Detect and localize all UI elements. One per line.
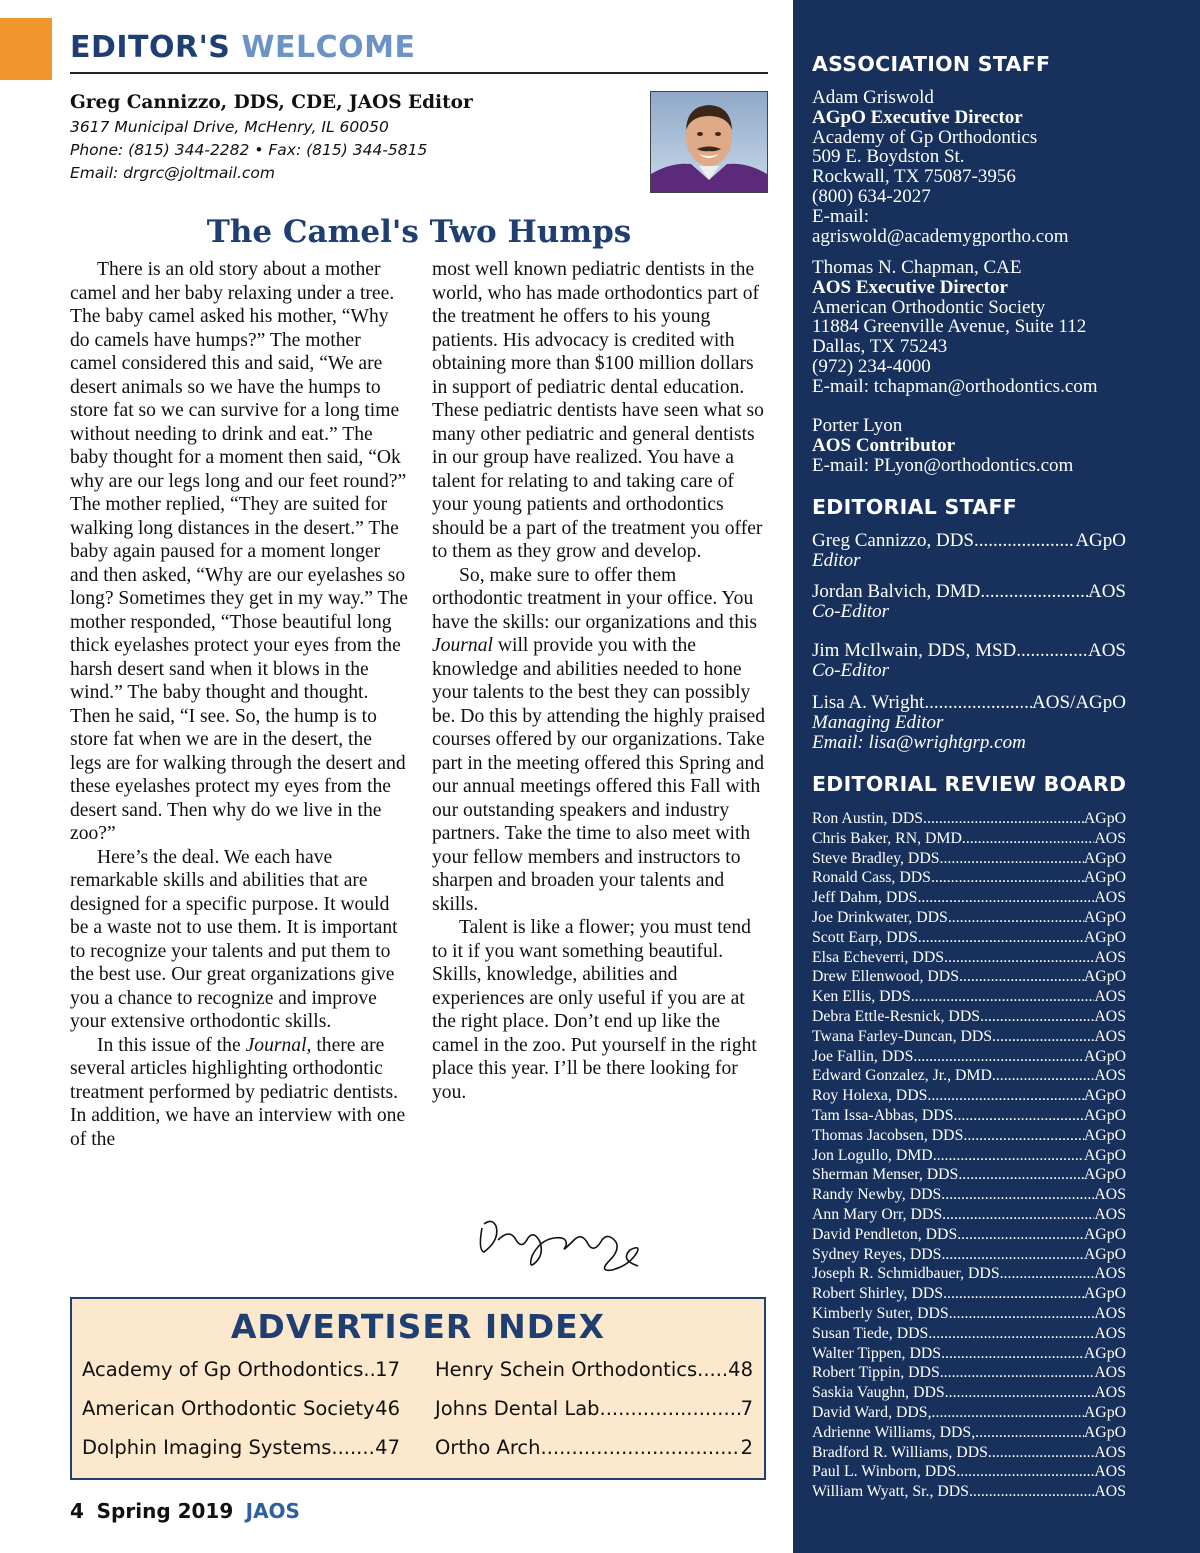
review-board-row — [812, 1027, 1126, 1047]
review-board-row — [812, 888, 1126, 908]
review-board-row — [812, 1185, 1126, 1205]
member-org: AOS — [1094, 1007, 1126, 1025]
member-name: Adrienne Williams, DDS, — [812, 1423, 976, 1441]
member-org: AGpO — [1083, 1225, 1126, 1243]
member-name: Thomas Jacobsen, DDS — [812, 1126, 964, 1144]
association-staff-heading: ASSOCIATION STAFF — [812, 52, 1051, 76]
editorial-email: Email: lisa@wrightgrp.com — [812, 732, 1026, 753]
section-tab-marker — [0, 18, 52, 80]
review-board-row — [812, 1324, 1126, 1344]
review-board-row — [812, 1264, 1126, 1284]
member-name: Bradford R. Williams, DDS — [812, 1443, 988, 1461]
editorial-role: Managing Editor — [812, 712, 944, 733]
review-board-row — [812, 1245, 1126, 1265]
review-board-row — [812, 1383, 1126, 1403]
member-name: Jeff Dahm, DDS — [812, 889, 918, 907]
staff-entry: Porter Lyon AOS Contributor E-mail: PLyon@orthodontics.com — [812, 415, 1074, 476]
review-board-row — [812, 868, 1126, 888]
member-org: AGpO — [1083, 968, 1126, 986]
member-org: AGpO — [1083, 1403, 1126, 1421]
article-paragraph: So, make sure to offer them orthodontic treatment in your office. You have the skills: our organizations and this Journal will provide you with the knowledge and abilities needed to hone your talents to the best they can possibly be. Do this by attending the highly praised courses offered by our organizations. Take part in the meeting offered this Spring and our annual meetings offered this Fall with our outstanding speakers and industry partners. Take the time to also meet with your fellow members and instructors to sharpen and broaden your talents and skills. — [432, 564, 766, 915]
review-board-row — [812, 967, 1126, 987]
advertiser-item[interactable]: Henry Schein Orthodontics ..... 48 — [435, 1357, 753, 1383]
review-board-row — [812, 1146, 1126, 1166]
review-board-row — [812, 1482, 1126, 1502]
article-paragraph: There is an old story about a mother camel and her baby relaxing under a tree. The baby camel asked his mother, “Why do camels have humps?” The mother camel considered this and said, “We are desert animals so we have the humps to store fat so we can survive for a long time without needing to drink and eat.” The baby thought for a moment then said, “Ok why are our legs long and our feet round?” The mother replied, “They are suited for walking long distances in the desert.” The baby again paused for a moment longer and then asked, “Why are our eyelashes so long? Sometimes they get in my way.” The mother responded, “Those beautiful long thick eyelashes protect your eyes from the harsh desert sand when it blows in the wind.” The baby thought and thought. Then he said, “I see. So, the hump is to store fat when we are in the desert, the legs are for walking through the desert and these eyelashes protect my eyes from the desert sand. Then why do we live in the zoo?” — [70, 259, 408, 844]
member-org: AGpO — [1083, 849, 1126, 867]
review-board-row — [812, 849, 1126, 869]
member-name: Sydney Reyes, DDS — [812, 1245, 942, 1263]
editorial-staff-heading: EDITORIAL STAFF — [812, 495, 1018, 519]
review-board-heading: EDITORIAL REVIEW BOARD — [812, 772, 1127, 796]
member-org: AOS — [1094, 1443, 1126, 1461]
page-footer — [70, 1498, 300, 1524]
member-name: Steve Bradley, DDS — [812, 849, 940, 867]
advertiser-item[interactable]: Ortho Arch ..... 2 — [435, 1435, 753, 1461]
advertiser-index-title: ADVERTISER INDEX — [230, 1307, 606, 1346]
review-board-list — [812, 809, 1126, 1502]
member-name: Jon Logullo, DMD — [812, 1146, 933, 1164]
member-org: AGpO — [1083, 1146, 1126, 1164]
member-org: AOS — [1094, 948, 1126, 966]
review-board-row — [812, 829, 1126, 849]
review-board-row — [812, 1363, 1126, 1383]
member-org: AOS — [1094, 1384, 1126, 1402]
editorial-entry: Lisa A. Wright ..... AOS/AGpO — [812, 693, 1126, 713]
member-org: AGpO — [1083, 1166, 1126, 1184]
member-org: AGpO — [1083, 1245, 1126, 1263]
article-column-right — [432, 258, 768, 1104]
editorial-role: Co-Editor — [812, 601, 890, 622]
review-board-row — [812, 1443, 1126, 1463]
member-org: AOS — [1094, 1265, 1126, 1283]
member-name: Joe Drinkwater, DDS — [812, 908, 948, 926]
article-title: The Camel's Two Humps — [206, 214, 632, 250]
member-name: Paul L. Winborn, DDS — [812, 1463, 957, 1481]
staff-sidebar — [793, 0, 1200, 1553]
member-org: AOS — [1094, 1463, 1126, 1481]
member-org: AGpO — [1083, 1126, 1126, 1144]
review-board-row — [812, 1304, 1126, 1324]
member-name: Ann Mary Orr, DDS — [812, 1205, 943, 1223]
member-org: AOS — [1094, 1364, 1126, 1382]
editorial-role: Co-Editor — [812, 660, 890, 681]
review-board-row — [812, 1126, 1126, 1146]
member-org: AGpO — [1083, 1285, 1126, 1303]
author-phone: Phone: (815) 344-2282 • Fax: (815) 344-5815 — [70, 141, 428, 159]
member-name: Joe Fallin, DDS — [812, 1047, 914, 1065]
member-org: AOS — [1094, 1205, 1126, 1223]
member-name: Robert Shirley, DDS — [812, 1285, 944, 1303]
review-board-row — [812, 1086, 1126, 1106]
review-board-row — [812, 1344, 1126, 1364]
editorial-entry: Jordan Balvich, DMD ..... AOS — [812, 582, 1126, 602]
member-org: AOS — [1094, 1067, 1126, 1085]
member-org: AGpO — [1083, 1423, 1126, 1441]
member-org: AOS — [1094, 889, 1126, 907]
member-org: AGpO — [1083, 1344, 1126, 1362]
title-rule — [70, 72, 768, 74]
member-name: Tam Issa-Abbas, DDS — [812, 1106, 954, 1124]
review-board-row — [812, 1066, 1126, 1086]
staff-entry: Adam Griswold AGpO Executive Director Academy of Gp Orthodontics 509 E. Boydston St. Rockwall, TX 75087-3956 (800) 634-2027 E-mail: agriswold@academygportho.com — [812, 87, 1069, 247]
member-name: Saskia Vaughn, DDS — [812, 1384, 945, 1402]
review-board-row — [812, 809, 1126, 829]
member-org: AGpO — [1083, 928, 1126, 946]
review-board-row — [812, 1205, 1126, 1225]
member-org: AOS — [1094, 1483, 1126, 1501]
author-address: 3617 Municipal Drive, McHenry, IL 60050 — [70, 118, 389, 136]
review-board-row — [812, 1284, 1126, 1304]
advertiser-index-box — [70, 1297, 766, 1480]
member-name: Walter Tippen, DDS — [812, 1344, 942, 1362]
member-org: AOS — [1094, 988, 1126, 1006]
review-board-row — [812, 1106, 1126, 1126]
member-name: Sherman Menser, DDS — [812, 1166, 959, 1184]
article-column-left — [70, 258, 408, 1151]
member-name: Ronald Cass, DDS — [812, 869, 931, 887]
member-name: Ken Ellis, DDS — [812, 988, 911, 1006]
member-name: Edward Gonzalez, Jr., DMD — [812, 1067, 992, 1085]
member-name: Debra Ettle-Resnick, DDS — [812, 1007, 981, 1025]
issue-season: Spring 2019 — [96, 1499, 234, 1523]
author-photo — [650, 91, 768, 193]
author-name: Greg Cannizzo, DDS, CDE, JAOS Editor — [70, 92, 473, 113]
editorial-entry: Jim McIlwain, DDS, MSD ..... AOS — [812, 641, 1126, 661]
review-board-row — [812, 1047, 1126, 1067]
member-name: David Ward, DDS, — [812, 1403, 932, 1421]
member-name: Ron Austin, DDS — [812, 810, 924, 827]
member-org: AGpO — [1083, 810, 1126, 827]
member-name: Roy Holexa, DDS — [812, 1087, 928, 1105]
review-board-row — [812, 1462, 1126, 1482]
member-name: Chris Baker, RN, DMD — [812, 829, 962, 847]
member-name: Drew Ellenwood, DDS — [812, 968, 959, 986]
review-board-row — [812, 1165, 1126, 1185]
member-org: AOS — [1094, 1186, 1126, 1204]
review-board-row — [812, 908, 1126, 928]
member-name: Susan Tiede, DDS — [812, 1324, 929, 1342]
member-org: AGpO — [1083, 1087, 1126, 1105]
member-name: Joseph R. Schmidbauer, DDS — [812, 1265, 1000, 1283]
section-title: EDITOR'S WELCOME — [70, 30, 416, 65]
member-org: AOS — [1094, 829, 1126, 847]
member-name: Elsa Echeverri, DDS — [812, 948, 945, 966]
editorial-entry: Greg Cannizzo, DDS ..... AGpO — [812, 531, 1126, 551]
member-org: AOS — [1094, 1304, 1126, 1322]
review-board-row — [812, 1403, 1126, 1423]
advertiser-item[interactable]: Dolphin Imaging Systems ..... 47 — [82, 1435, 400, 1461]
member-name: Kimberly Suter, DDS — [812, 1304, 949, 1322]
page-number: 4 — [70, 1499, 84, 1523]
journal-name: JAOS — [245, 1499, 300, 1523]
article-paragraph: Here’s the deal. We each have remarkable skills and abilities that are designed for a specific purpose. It would be a waste not to use them. It is important to recognize your talents and put them to the best use. Our great organizations give you a chance to recognize and improve your extensive orthodontic skills. — [70, 846, 398, 1032]
member-org: AGpO — [1083, 1106, 1126, 1124]
review-board-row — [812, 948, 1126, 968]
advertiser-item[interactable]: Academy of Gp Orthodontics ..... 17 — [82, 1357, 400, 1383]
editorial-role: Editor — [812, 550, 861, 571]
advertiser-item[interactable]: Johns Dental Lab ..... 7 — [435, 1396, 753, 1422]
review-board-row — [812, 1007, 1126, 1027]
member-org: AOS — [1094, 1027, 1126, 1045]
article-paragraph: In this issue of the Journal, there are several articles highlighting orthodontic treatment performed by pediatric dentists. In addition, we have an interview with one of the — [70, 1034, 406, 1150]
signature-icon — [470, 1210, 660, 1280]
advertiser-item[interactable]: American Orthodontic Society ..... 46 — [82, 1396, 400, 1422]
review-board-row — [812, 987, 1126, 1007]
member-org: AGpO — [1083, 869, 1126, 887]
review-board-row — [812, 1225, 1126, 1245]
article-paragraph: most well known pediatric dentists in the world, who has made orthodontics part of the treatment he offers to his young patients. His advocacy is credited with obtaining more than $100 million dollars in support of pediatric dental education. These pediatric dentists have seen what so many other pediatric and general dentists in our group have realized. You have a talent for relating to and taking care of your young patients and orthodontics should be a part of the treatment you offer to them as they grow and develop. — [432, 259, 764, 562]
member-org: AGpO — [1083, 1047, 1126, 1065]
member-name: Robert Tippin, DDS — [812, 1364, 940, 1382]
portrait-icon — [651, 92, 767, 192]
member-name: David Pendleton, DDS — [812, 1225, 958, 1243]
member-name: Randy Newby, DDS — [812, 1186, 942, 1204]
member-org: AGpO — [1083, 908, 1126, 926]
author-block — [70, 90, 630, 185]
member-org: AOS — [1094, 1324, 1126, 1342]
member-name: Scott Earp, DDS — [812, 928, 918, 946]
member-name: William Wyatt, Sr., DDS — [812, 1483, 969, 1501]
review-board-row — [812, 1423, 1126, 1443]
member-name: Twana Farley-Duncan, DDS — [812, 1027, 993, 1045]
author-email: Email: drgrc@joltmail.com — [70, 164, 276, 182]
review-board-row — [812, 928, 1126, 948]
article-paragraph: Talent is like a flower; you must tend to it if you want something beautiful. Skills, knowledge, abilities and experiences are only useful if you are at the right place. Don’t end up like the camel in the zoo. Put yourself in the right place this year. I’ll be there looking for you. — [432, 917, 757, 1103]
staff-entry: Thomas N. Chapman, CAE AOS Executive Director American Orthodontic Society 11884 Greenville Avenue, Suite 112 Dallas, TX 75243 (972) 234-4000 E-mail: tchapman@orthodontics.com — [812, 257, 1098, 397]
